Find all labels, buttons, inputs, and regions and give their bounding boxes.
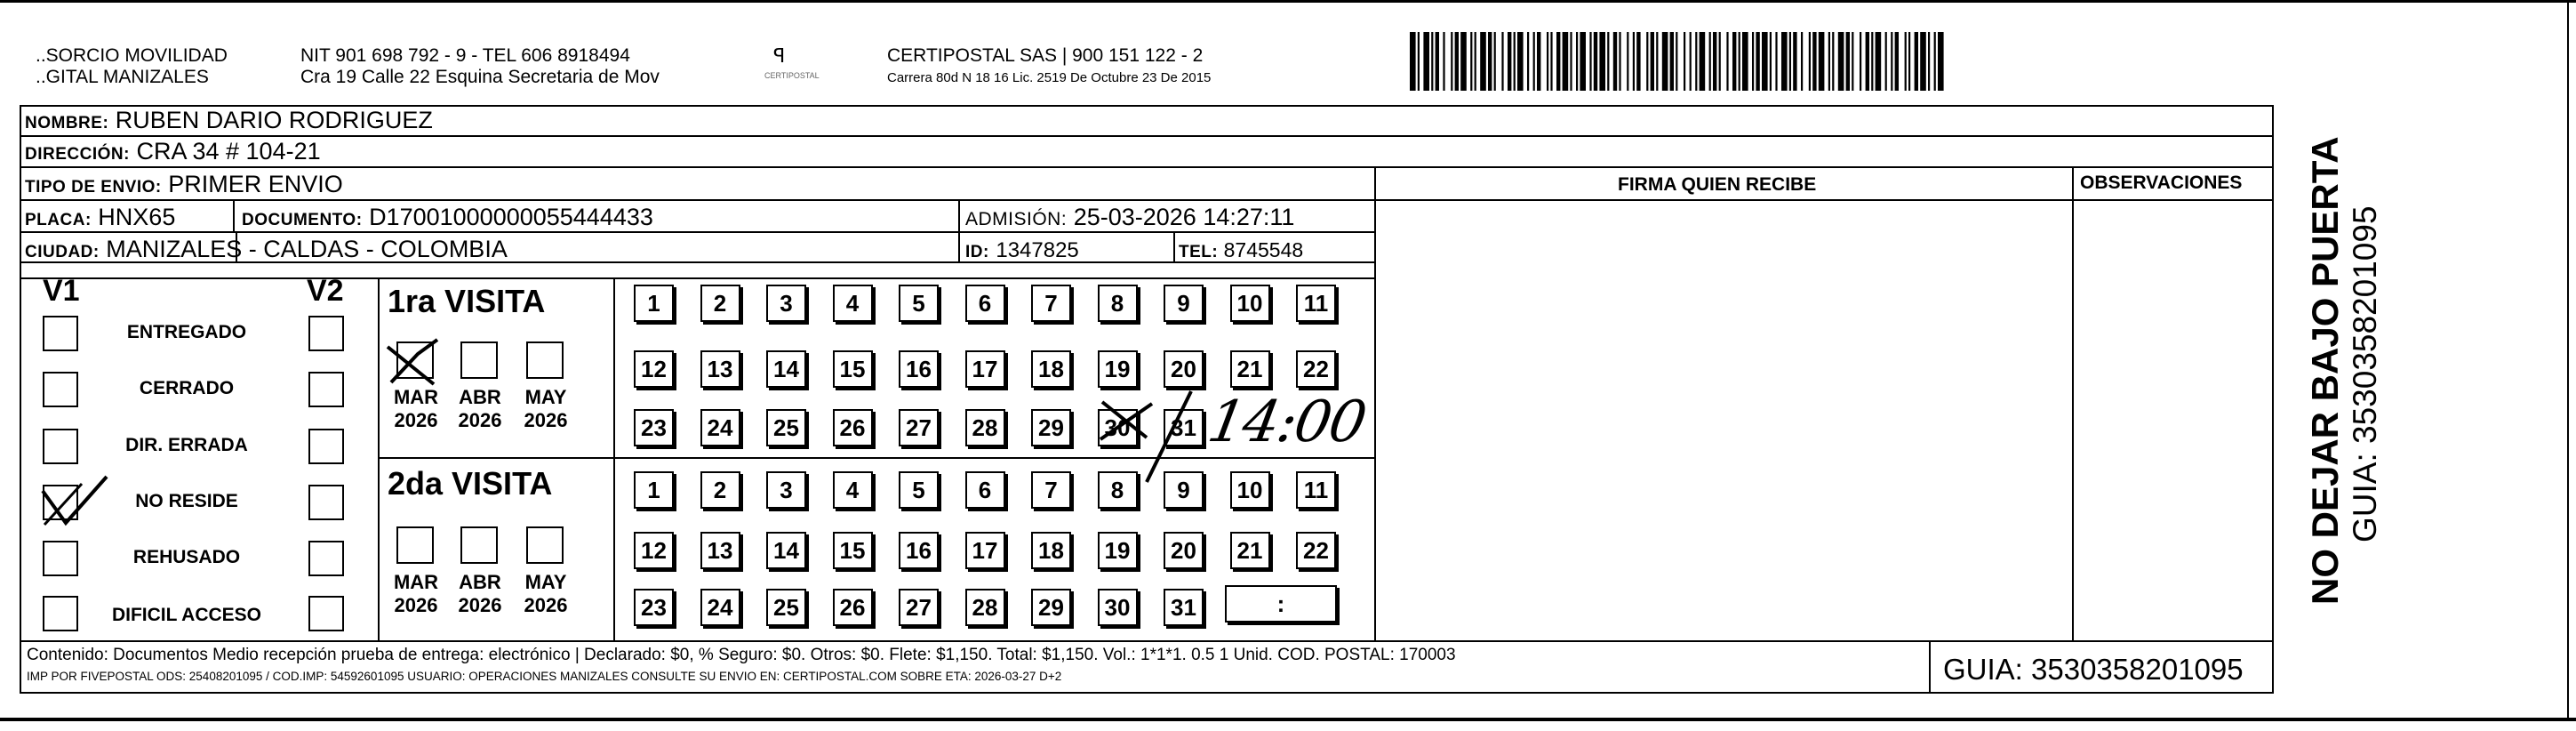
second-visit-day-11[interactable]: 11 bbox=[1296, 471, 1336, 509]
barcode-bar bbox=[1876, 32, 1882, 91]
second-visit-day-23[interactable]: 23 bbox=[634, 589, 674, 626]
second-visit-time-box[interactable]: : bbox=[1225, 585, 1337, 623]
first-visit-day-21[interactable]: 21 bbox=[1230, 350, 1270, 388]
placa-value: HNX65 bbox=[98, 204, 176, 230]
barcode-bar bbox=[1676, 32, 1677, 91]
barcode-bar bbox=[1739, 32, 1740, 91]
first-visit-day-20[interactable]: 20 bbox=[1164, 350, 1204, 388]
month-label: MAR bbox=[393, 386, 439, 408]
year-label: 2026 bbox=[394, 409, 438, 431]
barcode-bar bbox=[1866, 32, 1869, 91]
status-label: DIR. ERRADA bbox=[125, 435, 248, 455]
second-visit-day-27[interactable]: 27 bbox=[899, 589, 939, 626]
v2-checkbox[interactable] bbox=[308, 429, 344, 464]
second-visit-day-13[interactable]: 13 bbox=[700, 532, 740, 569]
barcode-bar bbox=[1690, 32, 1692, 91]
org-line1: ..SORCIO MOVILIDAD bbox=[36, 45, 228, 66]
second-visit-day-30[interactable]: 30 bbox=[1098, 589, 1138, 626]
barcode-bar bbox=[1891, 32, 1892, 91]
barcode-bar bbox=[1895, 32, 1899, 91]
v2-checkbox[interactable] bbox=[308, 596, 344, 631]
second-visit-day-31[interactable]: 31 bbox=[1164, 589, 1204, 626]
barcode-bar bbox=[1719, 32, 1721, 91]
first-visit-day-2[interactable]: 2 bbox=[700, 285, 740, 322]
barcode-bar bbox=[1846, 32, 1850, 91]
second-visit-day-5[interactable]: 5 bbox=[899, 471, 939, 509]
first-visit-title: 1ra VISITA bbox=[388, 283, 546, 319]
barcode-bar bbox=[1599, 32, 1605, 91]
second-visit-day-19[interactable]: 19 bbox=[1098, 532, 1138, 569]
barcode-bar bbox=[1455, 32, 1459, 91]
barcode-bar bbox=[1789, 32, 1791, 91]
barcode-bar bbox=[1695, 32, 1697, 91]
second-visit-day-15[interactable]: 15 bbox=[833, 532, 873, 569]
documento-label: DOCUMENTO: bbox=[242, 211, 363, 229]
contenido-line: Contenido: Documentos Medio recepción prueba de entrega: electrónico | Declarado: $0, % Seguro: $0. Otros: $0. Flete: $1,150. Total: $1,150. Vol.: 1*1*1. 0.5 1 Unid. COD. POSTAL: 170003 bbox=[27, 646, 1456, 664]
col-line bbox=[2072, 166, 2074, 642]
first-visit-day-19[interactable]: 19 bbox=[1098, 350, 1138, 388]
tipo-row bbox=[25, 171, 343, 201]
barcode-bar bbox=[1752, 32, 1754, 91]
first-visit-day-31[interactable]: 31 bbox=[1164, 409, 1204, 446]
year-label: 2026 bbox=[394, 594, 438, 616]
barcode-bar bbox=[1527, 32, 1529, 91]
barcode-bar bbox=[1762, 32, 1768, 91]
barcode-bar bbox=[1550, 32, 1552, 91]
first-visit-day-15[interactable]: 15 bbox=[833, 350, 873, 388]
direccion-row bbox=[25, 138, 321, 168]
first-visit-day-1[interactable]: 1 bbox=[634, 285, 674, 322]
documento-value: D17001000000055444433 bbox=[369, 204, 653, 230]
guia-box: GUIA: 3530358201095 bbox=[1943, 653, 2244, 686]
barcode-bar bbox=[1547, 32, 1548, 91]
barcode-bar bbox=[1809, 32, 1811, 91]
observaciones-label: OBSERVACIONES bbox=[2080, 173, 2243, 193]
admision-row bbox=[965, 204, 1294, 233]
status-label: ENTREGADO bbox=[126, 322, 247, 342]
admision-label: ADMISIÓN: bbox=[965, 209, 1068, 229]
barcode-bar bbox=[1514, 32, 1516, 91]
barcode-bar bbox=[1410, 32, 1416, 91]
imp-line: IMP POR FIVEPOSTAL ODS: 25408201095 / COD.IMP: 54592601095 USUARIO: OPERACIONES MANIZALES CONSULTE SU ENVIO EN: CERTIPOSTAL.COM SOBRE ETA: 2026-03-27 D+2 bbox=[27, 670, 1062, 683]
barcode-bar bbox=[1934, 32, 1936, 91]
no-dejar-bajo-puerta: NO DEJAR BAJO PUERTA bbox=[2304, 136, 2346, 605]
month-label: MAR bbox=[393, 571, 439, 593]
admision-value: 25-03-2026 14:27:11 bbox=[1073, 204, 1295, 230]
v1-no-reside-checkmark-icon bbox=[36, 471, 116, 538]
barcode-bar bbox=[1871, 32, 1873, 91]
certipostal-line2: Carrera 80d N 18 16 Lic. 2519 De Octubre 23 De 2015 bbox=[887, 70, 1212, 85]
barcode-bar bbox=[1832, 32, 1834, 91]
barcode-bar bbox=[1537, 32, 1540, 91]
barcode-bar bbox=[1709, 32, 1711, 91]
first-visit-day-17[interactable]: 17 bbox=[965, 350, 1005, 388]
first-visit-day-25[interactable]: 25 bbox=[766, 409, 806, 446]
barcode-bar bbox=[1494, 32, 1496, 91]
month-label: ABR bbox=[459, 386, 501, 408]
second-visit-day-26[interactable]: 26 bbox=[833, 589, 873, 626]
second-visit-day-9[interactable]: 9 bbox=[1164, 471, 1204, 509]
first-visit-day-24[interactable]: 24 bbox=[700, 409, 740, 446]
second-visit-day-17[interactable]: 17 bbox=[965, 532, 1005, 569]
first-visit-day-26[interactable]: 26 bbox=[833, 409, 873, 446]
second-visit-day-18[interactable]: 18 bbox=[1031, 532, 1071, 569]
barcode-bar bbox=[1423, 32, 1429, 91]
barcode-bar bbox=[1431, 32, 1433, 91]
nombre-value: RUBEN DARIO RODRIGUEZ bbox=[115, 107, 433, 133]
second-visit-day-14[interactable]: 14 bbox=[766, 532, 806, 569]
id-row bbox=[965, 236, 1079, 266]
v1-header: V1 bbox=[43, 274, 80, 308]
barcode-bar bbox=[1726, 32, 1728, 91]
month-checkbox[interactable] bbox=[526, 341, 564, 379]
v2-checkbox[interactable] bbox=[308, 372, 344, 407]
barcode-bar bbox=[1627, 32, 1628, 91]
second-visit-day-12[interactable]: 12 bbox=[634, 532, 674, 569]
status-label: CERRADO bbox=[139, 378, 235, 398]
barcode-bar bbox=[1801, 32, 1803, 91]
barcode-bar bbox=[1908, 32, 1910, 91]
barcode-bar bbox=[1662, 32, 1668, 91]
barcode-bar bbox=[1812, 32, 1816, 91]
handwritten-time: 14:00 bbox=[1203, 390, 1370, 455]
barcode-bar bbox=[1928, 32, 1930, 91]
first-visit-day-6[interactable]: 6 bbox=[965, 285, 1005, 322]
barcode-bar bbox=[1480, 32, 1486, 91]
second-visit-day-29[interactable]: 29 bbox=[1031, 589, 1071, 626]
col-line bbox=[378, 277, 380, 642]
barcode-bar bbox=[1920, 32, 1926, 91]
status-label: NO RESIDE bbox=[135, 491, 238, 511]
barcode-bar bbox=[1684, 32, 1685, 91]
direccion-value: CRA 34 # 104-21 bbox=[136, 138, 321, 165]
barcode-bar bbox=[1508, 32, 1511, 91]
placa-label: PLACA: bbox=[25, 211, 92, 229]
barcode-bar bbox=[1828, 32, 1830, 91]
ciudad-label: CIUDAD: bbox=[25, 243, 100, 261]
barcode-bar bbox=[1819, 32, 1825, 91]
barcode-bar bbox=[1742, 32, 1748, 91]
ciudad-row bbox=[25, 236, 508, 266]
nit-line: NIT 901 698 792 - 9 - TEL 606 8918494 bbox=[300, 45, 630, 66]
barcode-bar bbox=[1885, 32, 1887, 91]
month-checkbox[interactable] bbox=[396, 526, 434, 564]
second-visit-day-22[interactable]: 22 bbox=[1296, 532, 1336, 569]
barcode-bar bbox=[1443, 32, 1444, 91]
certipostal-logo-icon: ꟼ bbox=[773, 44, 786, 67]
barcode-bar bbox=[1470, 32, 1472, 91]
col-line bbox=[1173, 231, 1175, 263]
nombre-label: NOMBRE: bbox=[25, 114, 109, 133]
first-visit-day-8[interactable]: 8 bbox=[1098, 285, 1138, 322]
second-visit-day-7[interactable]: 7 bbox=[1031, 471, 1071, 509]
v2-checkbox[interactable] bbox=[308, 316, 344, 351]
month-checkbox[interactable] bbox=[460, 526, 498, 564]
tel-value: 8745548 bbox=[1223, 238, 1304, 261]
barcode-bar bbox=[1713, 32, 1716, 91]
barcode-bar bbox=[1732, 32, 1736, 91]
barcode-bar bbox=[1517, 32, 1524, 91]
row-line bbox=[20, 277, 1375, 279]
month-label: ABR bbox=[459, 571, 501, 593]
second-visit-day-28[interactable]: 28 bbox=[965, 589, 1005, 626]
status-label: DIFICIL ACCESO bbox=[111, 605, 261, 625]
first-visit-day-27[interactable]: 27 bbox=[899, 409, 939, 446]
barcode-bar bbox=[1613, 32, 1617, 91]
barcode-bar bbox=[1436, 32, 1439, 91]
col-line bbox=[1929, 640, 1931, 694]
first-visit-day-3[interactable]: 3 bbox=[766, 285, 806, 322]
tipo-value: PRIMER ENVIO bbox=[168, 171, 343, 197]
first-visit-day-14[interactable]: 14 bbox=[766, 350, 806, 388]
year-label: 2026 bbox=[524, 409, 568, 431]
barcode-bar bbox=[1793, 32, 1796, 91]
tel-label: TEL: bbox=[1179, 243, 1219, 261]
first-visit-day-13[interactable]: 13 bbox=[700, 350, 740, 388]
barcode-bar bbox=[1633, 32, 1635, 91]
id-value: 1347825 bbox=[996, 238, 1079, 262]
month-label: MAY bbox=[524, 386, 567, 408]
first-visit-day-9[interactable]: 9 bbox=[1164, 285, 1204, 322]
barcode-bar bbox=[1619, 32, 1620, 91]
second-visit-day-1[interactable]: 1 bbox=[634, 471, 674, 509]
barcode-bar bbox=[1700, 32, 1706, 91]
barcode-bar bbox=[1938, 32, 1944, 91]
address-line: Cra 19 Calle 22 Esquina Secretaria de Mov bbox=[300, 67, 660, 87]
status-label: REHUSADO bbox=[132, 547, 241, 567]
org-line2: ..GITAL MANIZALES bbox=[36, 67, 209, 87]
first-visit-day-16[interactable]: 16 bbox=[899, 350, 939, 388]
v2-checkbox[interactable] bbox=[308, 485, 344, 520]
second-visit-day-4[interactable]: 4 bbox=[833, 471, 873, 509]
barcode-bar bbox=[1756, 32, 1759, 91]
second-visit-day-16[interactable]: 16 bbox=[899, 532, 939, 569]
barcode-bar bbox=[1770, 32, 1772, 91]
bottom-edge bbox=[0, 718, 2576, 721]
barcode-bar bbox=[1915, 32, 1918, 91]
barcode-bar bbox=[1418, 32, 1420, 91]
first-visit-day-7[interactable]: 7 bbox=[1031, 285, 1071, 322]
barcode-bar bbox=[1501, 32, 1503, 91]
second-visit-title: 2da VISITA bbox=[388, 465, 553, 502]
barcode-bar bbox=[1533, 32, 1535, 91]
barcode-bar bbox=[1838, 32, 1844, 91]
barcode-bar bbox=[1563, 32, 1569, 91]
barcode-bar bbox=[1570, 32, 1572, 91]
first-visit-day-12[interactable]: 12 bbox=[634, 350, 674, 388]
first-visit-day-18[interactable]: 18 bbox=[1031, 350, 1071, 388]
year-label: 2026 bbox=[458, 409, 502, 431]
direccion-label: DIRECCIÓN: bbox=[25, 145, 130, 164]
row-line bbox=[20, 166, 2274, 168]
barcode-bar bbox=[1556, 32, 1560, 91]
barcode-bar bbox=[1576, 32, 1578, 91]
placa-row bbox=[25, 204, 175, 234]
tel-row bbox=[1179, 237, 1303, 266]
month-checkbox[interactable] bbox=[460, 341, 498, 379]
first-visit-day-11[interactable]: 11 bbox=[1296, 285, 1336, 322]
second-visit-day-24[interactable]: 24 bbox=[700, 589, 740, 626]
v2-header: V2 bbox=[307, 274, 344, 308]
v2-checkbox[interactable] bbox=[308, 541, 344, 576]
month-label: MAY bbox=[524, 571, 567, 593]
nombre-row bbox=[25, 107, 433, 137]
second-visit-day-6[interactable]: 6 bbox=[965, 471, 1005, 509]
first-visit-day-23[interactable]: 23 bbox=[634, 409, 674, 446]
right-edge bbox=[2567, 0, 2569, 720]
tipo-label: TIPO DE ENVIO: bbox=[25, 178, 162, 197]
barcode-bar bbox=[1852, 32, 1853, 91]
barcode-bar bbox=[1656, 32, 1658, 91]
col-line bbox=[233, 199, 235, 231]
second-visit-day-2[interactable]: 2 bbox=[700, 471, 740, 509]
first-visit-day-4[interactable]: 4 bbox=[833, 285, 873, 322]
first-visit-day-22[interactable]: 22 bbox=[1296, 350, 1336, 388]
row-line bbox=[20, 640, 2274, 642]
first-visit-day-28[interactable]: 28 bbox=[965, 409, 1005, 446]
first-visit-day-5[interactable]: 5 bbox=[899, 285, 939, 322]
second-visit-day-3[interactable]: 3 bbox=[766, 471, 806, 509]
certipostal-line1: CERTIPOSTAL SAS | 900 151 122 - 2 bbox=[887, 45, 1204, 66]
barcode-bar bbox=[1451, 32, 1452, 91]
barcode bbox=[1410, 32, 2096, 91]
id-label: ID: bbox=[965, 243, 989, 261]
second-visit-day-20[interactable]: 20 bbox=[1164, 532, 1204, 569]
top-edge bbox=[0, 0, 2576, 3]
barcode-bar bbox=[1475, 32, 1476, 91]
ciudad-value: MANIZALES - CALDAS - COLOMBIA bbox=[106, 236, 508, 262]
firma-label: FIRMA QUIEN RECIBE bbox=[1618, 174, 1817, 195]
second-visit-day-8[interactable]: 8 bbox=[1098, 471, 1138, 509]
col-line bbox=[613, 277, 615, 642]
col-line bbox=[958, 199, 960, 261]
month-checkbox[interactable] bbox=[526, 526, 564, 564]
barcode-bar bbox=[1860, 32, 1861, 91]
year-label: 2026 bbox=[524, 594, 568, 616]
barcode-bar bbox=[1781, 32, 1788, 91]
barcode-bar bbox=[1607, 32, 1609, 91]
barcode-bar bbox=[1646, 32, 1648, 91]
year-label: 2026 bbox=[458, 594, 502, 616]
second-visit-day-21[interactable]: 21 bbox=[1230, 532, 1270, 569]
first-visit-day-30[interactable]: 30 bbox=[1098, 409, 1138, 446]
first-visit-month-cross-icon bbox=[382, 338, 444, 391]
barcode-bar bbox=[1488, 32, 1492, 91]
second-visit-day-25[interactable]: 25 bbox=[766, 589, 806, 626]
documento-row bbox=[242, 204, 653, 234]
barcode-bar bbox=[1636, 32, 1640, 91]
certipostal-logo-text: CERTIPOSTAL bbox=[764, 71, 820, 80]
first-visit-day-10[interactable]: 10 bbox=[1230, 285, 1270, 322]
barcode-bar bbox=[1589, 32, 1591, 91]
barcode-bar bbox=[1460, 32, 1467, 91]
barcode-bar bbox=[1670, 32, 1674, 91]
barcode-bar bbox=[1651, 32, 1654, 91]
guia-vertical: GUIA: 3530358201095 bbox=[2347, 205, 2383, 542]
first-visit-day-29[interactable]: 29 bbox=[1031, 409, 1071, 446]
barcode-bar bbox=[1594, 32, 1597, 91]
row-line bbox=[1374, 199, 2274, 201]
barcode-bar bbox=[1775, 32, 1777, 91]
barcode-bar bbox=[1905, 32, 1907, 91]
barcode-bar bbox=[1580, 32, 1586, 91]
second-visit-day-10[interactable]: 10 bbox=[1230, 471, 1270, 509]
